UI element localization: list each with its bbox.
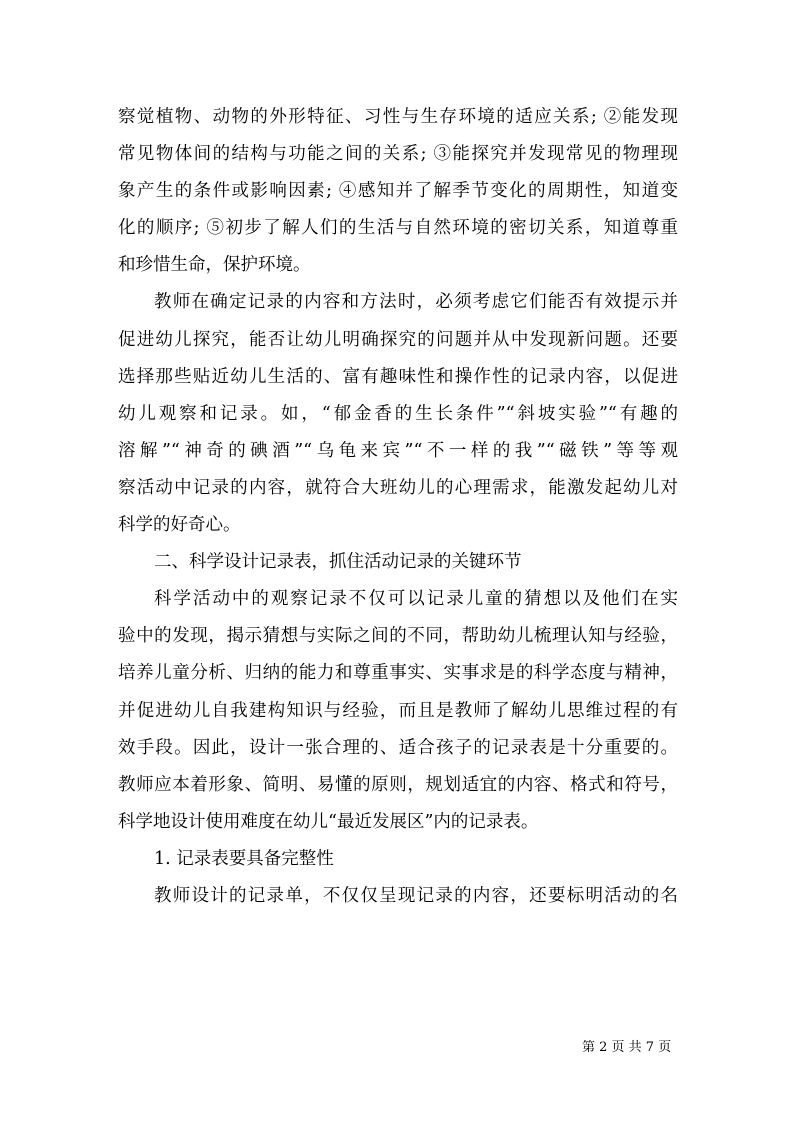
text-line: 科学活动中的观察记录不仅可以记录儿童的猜想以及他们在实 — [154, 589, 678, 610]
text-line: 二、科学设计记录表，抓住活动记录的关键环节 — [154, 552, 522, 573]
text-line: 幼儿观察和记录。如，“郁金香的生长条件”“斜坡实验”“有趣的 — [118, 403, 678, 424]
text-line: 察觉植物、动物的外形特征、习性与生存环境的适应关系; ②能发现 — [118, 107, 678, 127]
text-line: 教师应本着形象、简明、易懂的原则，规划适宜的内容、格式和符号， — [118, 774, 678, 795]
text-line: 培养儿童分析、归纳的能力和尊重事实、实事求是的科学态度与精神， — [118, 663, 678, 684]
text-line: 教师设计的记录单，不仅仅呈现记录的内容，还要标明活动的名 — [154, 885, 678, 906]
text-line: 常见物体间的结构与功能之间的关系; ③能探究并发现常见的物理现 — [118, 144, 678, 165]
text-line: 科学的好奇心。 — [118, 515, 241, 536]
text-line: 化的顺序; ⑤初步了解人们的生活与自然环境的密切关系，知道尊重 — [118, 218, 678, 239]
text-line: 教师在确定记录的内容和方法时，必须考虑它们能否有效提示并 — [154, 292, 678, 313]
body-text — [118, 99, 678, 915]
text-line: 科学地设计使用难度在幼儿“最近发展区”内的记录表。 — [118, 811, 539, 832]
text-line: 1. 记录表要具备完整性 — [154, 848, 334, 869]
text-line: 察活动中记录的内容，就符合大班幼儿的心理需求，能激发起幼儿对 — [118, 477, 678, 498]
text-line: 验中的发现，揭示猜想与实际之间的不同，帮助幼儿梳理认知与经验， — [118, 626, 678, 647]
text-line: 促进幼儿探究，能否让幼儿明确探究的问题并从中发现新问题。还要 — [118, 329, 678, 350]
text-line: 效手段。因此，设计一张合理的、适合孩子的记录表是十分重要的。 — [118, 737, 678, 758]
text-line: 和珍惜生命，保护环境。 — [118, 255, 311, 276]
text-line: 溶解”“神奇的碘酒”“乌龟来宾”“不一样的我”“磁铁”等等观 — [118, 440, 678, 461]
text-line: 象产生的条件或影响因素; ④感知并了解季节变化的周期性，知道变 — [118, 181, 678, 202]
page-number-footer: 第 2 页 共 7 页 — [582, 1040, 672, 1055]
text-line: 选择那些贴近幼儿生活的、富有趣味性和操作性的记录内容，以促进 — [118, 366, 678, 387]
text-line: 并促进幼儿自我建构知识与经验，而且是教师了解幼儿思维过程的有 — [118, 700, 678, 721]
